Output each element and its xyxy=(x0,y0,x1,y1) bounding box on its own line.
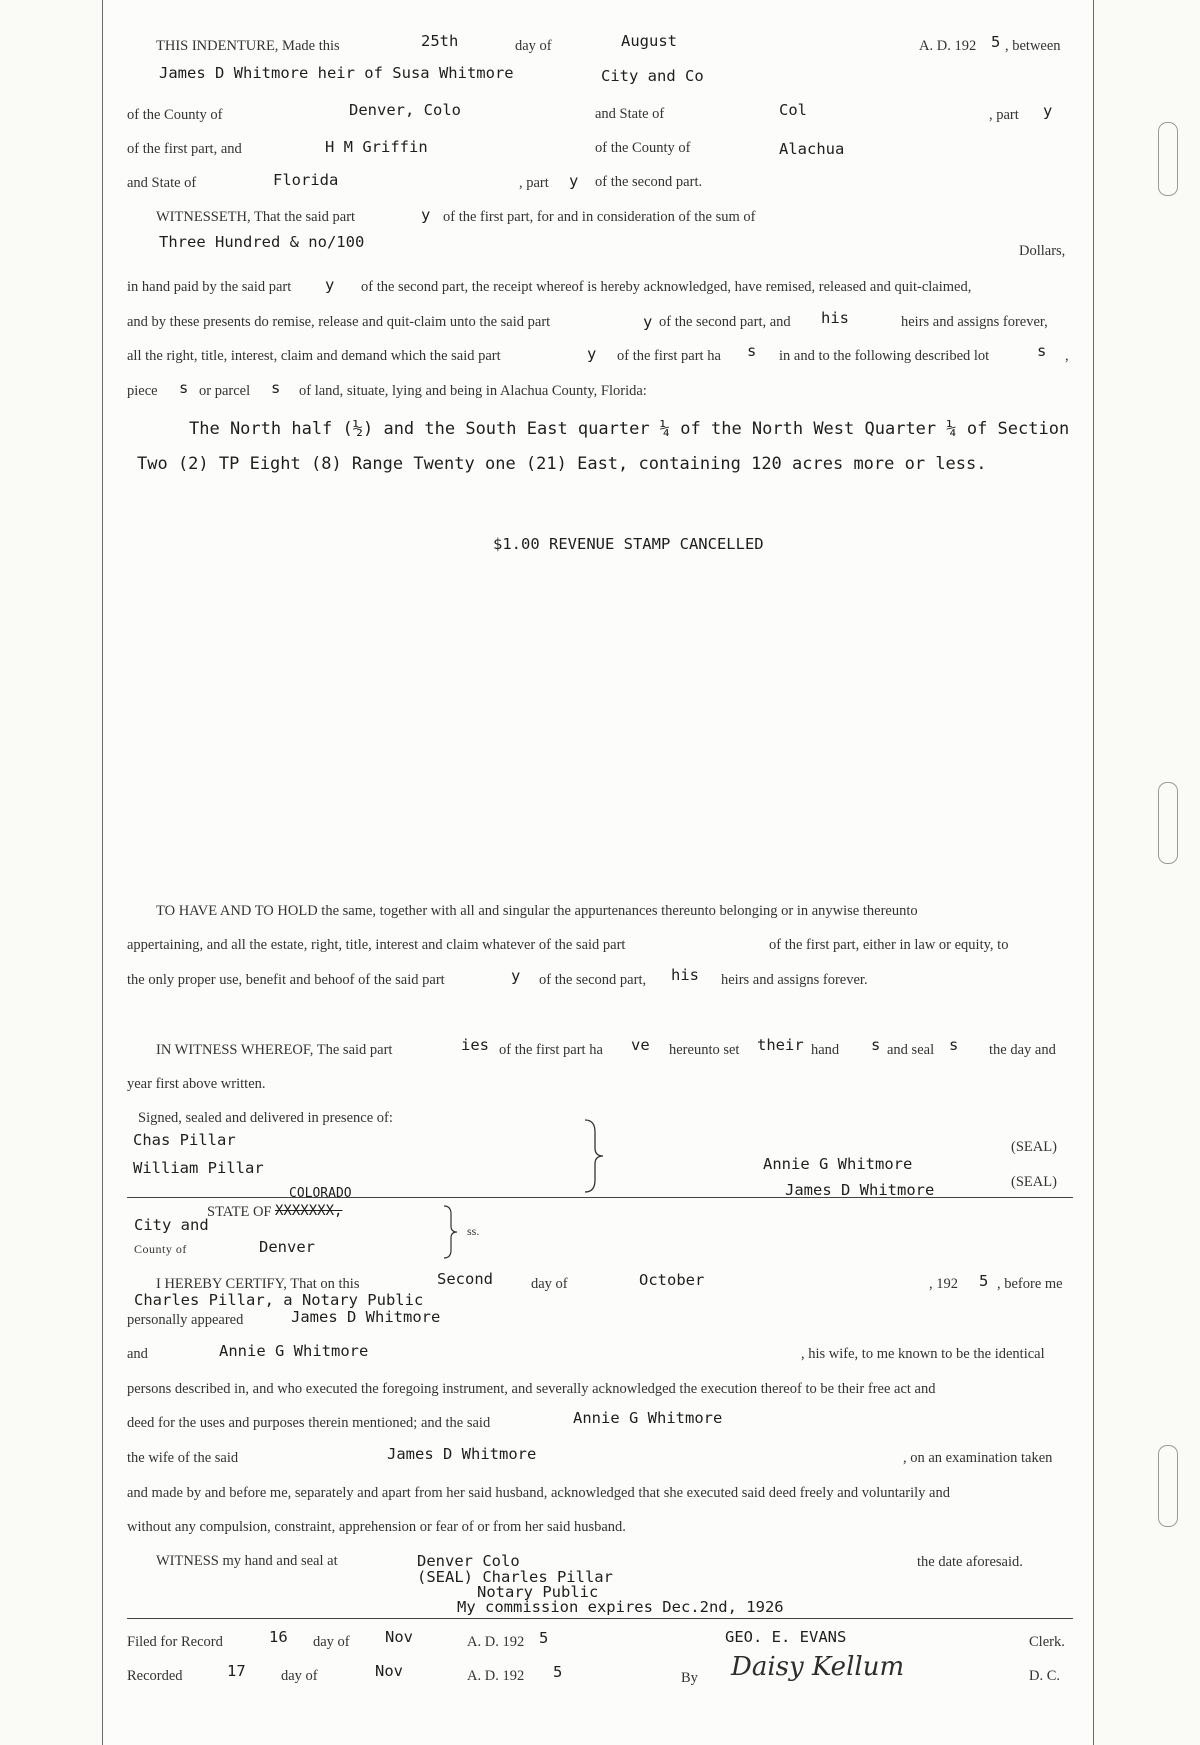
receipt-label: of the second part, the receipt whereof is hereby acknowledged, have remised, released and quit-claimed, xyxy=(361,279,972,295)
notary-title: Notary Public xyxy=(477,1583,599,1601)
habendum-suffix: y xyxy=(511,967,521,985)
consideration-amount: Three Hundred & no/100 xyxy=(159,233,365,251)
habendum-line-2a: appertaining, and all the estate, right, title, interest and claim whatever of the said part xyxy=(127,937,626,953)
witness-hand: hand xyxy=(811,1042,840,1058)
filed-month: Nov xyxy=(385,1628,413,1646)
ack-county: Denver xyxy=(259,1238,315,1256)
remise-label: and by these presents do remise, release and quit-claim unto the said part xyxy=(127,314,551,330)
recorded-label: Recorded xyxy=(127,1668,183,1684)
ss-label: ss. xyxy=(467,1224,480,1238)
signed-label: Signed, sealed and delivered in presence of: xyxy=(138,1110,393,1126)
dc-label: D. C. xyxy=(1029,1668,1061,1684)
described-lot-label: in and to the following described lot xyxy=(779,348,990,364)
habendum-his: his xyxy=(671,966,699,984)
binder-clip-top xyxy=(1158,122,1178,196)
state-of-label: STATE OF xyxy=(207,1204,272,1220)
ack-and-label: and xyxy=(127,1346,148,1362)
filed-day-of: day of xyxy=(313,1634,350,1650)
between-label: , between xyxy=(1005,38,1061,54)
consideration-label: of the first part, for and in consideration of the sum of xyxy=(443,209,756,225)
officer-name: Charles Pillar, a Notary Public xyxy=(134,1291,424,1309)
lot-suffix: s xyxy=(1037,342,1047,360)
witness-line-b: of the first part ha xyxy=(499,1042,603,1058)
ha-suffix: s xyxy=(747,342,757,360)
indenture-day: 25th xyxy=(421,32,459,50)
hand-paid-suffix: y xyxy=(325,276,335,294)
state-of-label-2: and State of xyxy=(127,175,197,191)
habendum-line-3c: heirs and assigns forever. xyxy=(721,972,868,988)
ack-wife-2: Annie G Whitmore xyxy=(573,1409,723,1427)
grantee-state: Florida xyxy=(273,171,339,189)
witness-line-2: year first above written. xyxy=(127,1076,266,1092)
witness-hand-label: WITNESS my hand and seal at xyxy=(156,1553,338,1569)
filed-ad: A. D. 192 xyxy=(467,1634,525,1650)
first-part-label: of the first part, and xyxy=(127,141,242,157)
indenture-year: 5 xyxy=(991,33,1001,51)
remise-suffix: y xyxy=(643,313,653,331)
recorded-day-of: day of xyxy=(281,1668,318,1684)
county-of-label: County of xyxy=(134,1242,187,1256)
habendum-line-1: TO HAVE AND TO HOLD the same, together with all and singular the appurtenances thereunto belonging or in anywise thereunto xyxy=(156,903,918,919)
situate-label: of land, situate, lying and being in Alachua County, Florida: xyxy=(299,383,647,399)
ack-husband-2: James D Whitmore xyxy=(387,1445,537,1463)
ack-day: Second xyxy=(437,1270,493,1288)
dollars-label: Dollars, xyxy=(1019,243,1066,259)
witness-seal-s: s xyxy=(949,1036,959,1054)
part-label: , part xyxy=(989,107,1019,123)
personally-label: personally appeared xyxy=(127,1312,244,1328)
parcel-suffix: s xyxy=(271,379,281,397)
witness-line-c: hereunto set xyxy=(669,1042,740,1058)
seal-label-1: (SEAL) xyxy=(1011,1139,1057,1155)
signer-name-1: Annie G Whitmore xyxy=(763,1155,913,1173)
ack-place: Denver Colo xyxy=(417,1552,520,1570)
witness-and-seal: and seal xyxy=(887,1042,935,1058)
recorded-month: Nov xyxy=(375,1662,403,1680)
examination-label: , on an examination taken xyxy=(903,1450,1053,1466)
by-label: By xyxy=(681,1670,698,1686)
his-wife-label: , his wife, to me known to be the identical xyxy=(801,1346,1045,1362)
without-line: without any compulsion, constraint, apprehension or fear of or from her said husband. xyxy=(127,1519,626,1535)
record-divider xyxy=(127,1618,1073,1619)
binder-clip-middle xyxy=(1158,782,1178,864)
description-line-1: The North half (½) and the South East quarter ¼ of the North West Quarter ¼ of Section xyxy=(189,419,1070,439)
piece-suffix: s xyxy=(179,379,189,397)
of-county-label: of the County of xyxy=(127,107,223,123)
ack-wife: Annie G Whitmore xyxy=(219,1342,369,1360)
before-me-label: , before me xyxy=(997,1276,1063,1292)
right-title-label: all the right, title, interest, claim and demand which the said part xyxy=(127,348,501,364)
state-typed: COLORADO xyxy=(289,1186,352,1201)
witness-name-2: William Pillar xyxy=(133,1159,264,1177)
witness-line-a: IN WITNESS WHEREOF, The said part xyxy=(156,1042,393,1058)
description-line-2: Two (2) TP Eight (8) Range Twenty one (21) East, containing 120 acres more or less. xyxy=(137,454,987,474)
recorded-day: 17 xyxy=(227,1662,246,1680)
ack-year-prefix: , 192 xyxy=(929,1276,958,1292)
clerk-name: GEO. E. EVANS xyxy=(725,1628,847,1646)
notary-seal-line: (SEAL) Charles Pillar xyxy=(417,1568,613,1586)
indenture-month: August xyxy=(621,32,677,50)
filed-label: Filed for Record xyxy=(127,1634,223,1650)
recorded-year: 5 xyxy=(553,1663,563,1681)
filed-day: 16 xyxy=(269,1628,288,1646)
first-part-ha-label: of the first part ha xyxy=(617,348,721,364)
made-line: and made by and before me, separately and apart from her said husband, acknowledged that she executed said deed freely and voluntarily and xyxy=(127,1485,950,1501)
witness-day-and: the day and xyxy=(989,1042,1056,1058)
heirs-his: his xyxy=(821,309,849,327)
binder-clip-bottom xyxy=(1158,1445,1178,1527)
lot-comma: , xyxy=(1065,348,1069,364)
ad-label: A. D. 192 xyxy=(919,38,977,54)
habendum-line-3b: of the second part, xyxy=(539,972,647,988)
filed-year: 5 xyxy=(539,1629,549,1647)
witnesseth-suffix: y xyxy=(421,206,431,224)
grantor-city: City and Co xyxy=(601,67,704,85)
grantor-county: Denver, Colo xyxy=(349,101,461,119)
venue-brace xyxy=(441,1204,465,1260)
second-part-and-label: of the second part, and xyxy=(659,314,791,330)
grantor-state: Col xyxy=(779,101,807,119)
piece-label: piece xyxy=(127,383,158,399)
habendum-line-3a: the only proper use, benefit and behoof of the said part xyxy=(127,972,445,988)
grantee-county: Alachua xyxy=(779,140,845,158)
deputy-signature: Daisy Kellum xyxy=(731,1652,905,1682)
witness-name-1: Chas Pillar xyxy=(133,1131,236,1149)
ack-year: 5 xyxy=(979,1272,989,1290)
second-part-label: of the second part. xyxy=(595,174,703,190)
ack-day-of: day of xyxy=(531,1276,568,1292)
commission-line: My commission expires Dec.2nd, 1926 xyxy=(457,1598,784,1616)
indenture-label: THIS INDENTURE, Made this xyxy=(156,38,340,54)
habendum-line-2b: of the first part, either in law or equity, to xyxy=(769,937,1009,953)
witness-ies: ies xyxy=(461,1036,489,1054)
clerk-label: Clerk. xyxy=(1029,1634,1065,1650)
city-and-label: City and xyxy=(134,1216,209,1234)
grantee-name: H M Griffin xyxy=(325,138,428,156)
parcel-label: or parcel xyxy=(199,383,251,399)
witness-their: their xyxy=(757,1036,804,1054)
witnesseth-label: WITNESSETH, That the said part xyxy=(156,209,356,225)
witness-hand-s: s xyxy=(871,1036,881,1054)
witness-brace xyxy=(581,1118,611,1194)
heirs-label: heirs and assigns forever, xyxy=(901,314,1048,330)
wife-of-label: the wife of the said xyxy=(127,1450,239,1466)
right-title-suffix: y xyxy=(587,345,597,363)
hand-paid-label: in hand paid by the said part xyxy=(127,279,292,295)
section-divider xyxy=(127,1197,1073,1198)
ack-month: October xyxy=(639,1271,705,1289)
grantor-name: James D Whitmore heir of Susa Whitmore xyxy=(159,64,514,82)
recorded-ad: A. D. 192 xyxy=(467,1668,525,1684)
state-struck: XXXXXXX, xyxy=(275,1203,343,1219)
part-suffix-second: y xyxy=(569,172,579,190)
part-suffix-first: y xyxy=(1043,102,1053,120)
date-aforesaid-label: the date aforesaid. xyxy=(917,1554,1023,1570)
of-county-label-2: of the County of xyxy=(595,140,691,156)
revenue-stamp-note: $1.00 REVENUE STAMP CANCELLED xyxy=(493,535,764,553)
seal-label-2: (SEAL) xyxy=(1011,1174,1057,1190)
persons-line: persons described in, and who executed the foregoing instrument, and severally acknowledged the execution thereof to be their free act and xyxy=(127,1381,936,1397)
certify-label: I HEREBY CERTIFY, That on this xyxy=(156,1276,360,1292)
witness-ve: ve xyxy=(631,1036,650,1054)
day-of-label: day of xyxy=(515,38,552,54)
signer-name-2: James D Whitmore xyxy=(785,1181,935,1199)
deed-page xyxy=(102,0,1094,1745)
ack-husband: James D Whitmore xyxy=(291,1308,441,1326)
part-label-2: , part xyxy=(519,175,549,191)
deed-line: deed for the uses and purposes therein mentioned; and the said xyxy=(127,1415,491,1431)
state-of-label: and State of xyxy=(595,106,665,122)
